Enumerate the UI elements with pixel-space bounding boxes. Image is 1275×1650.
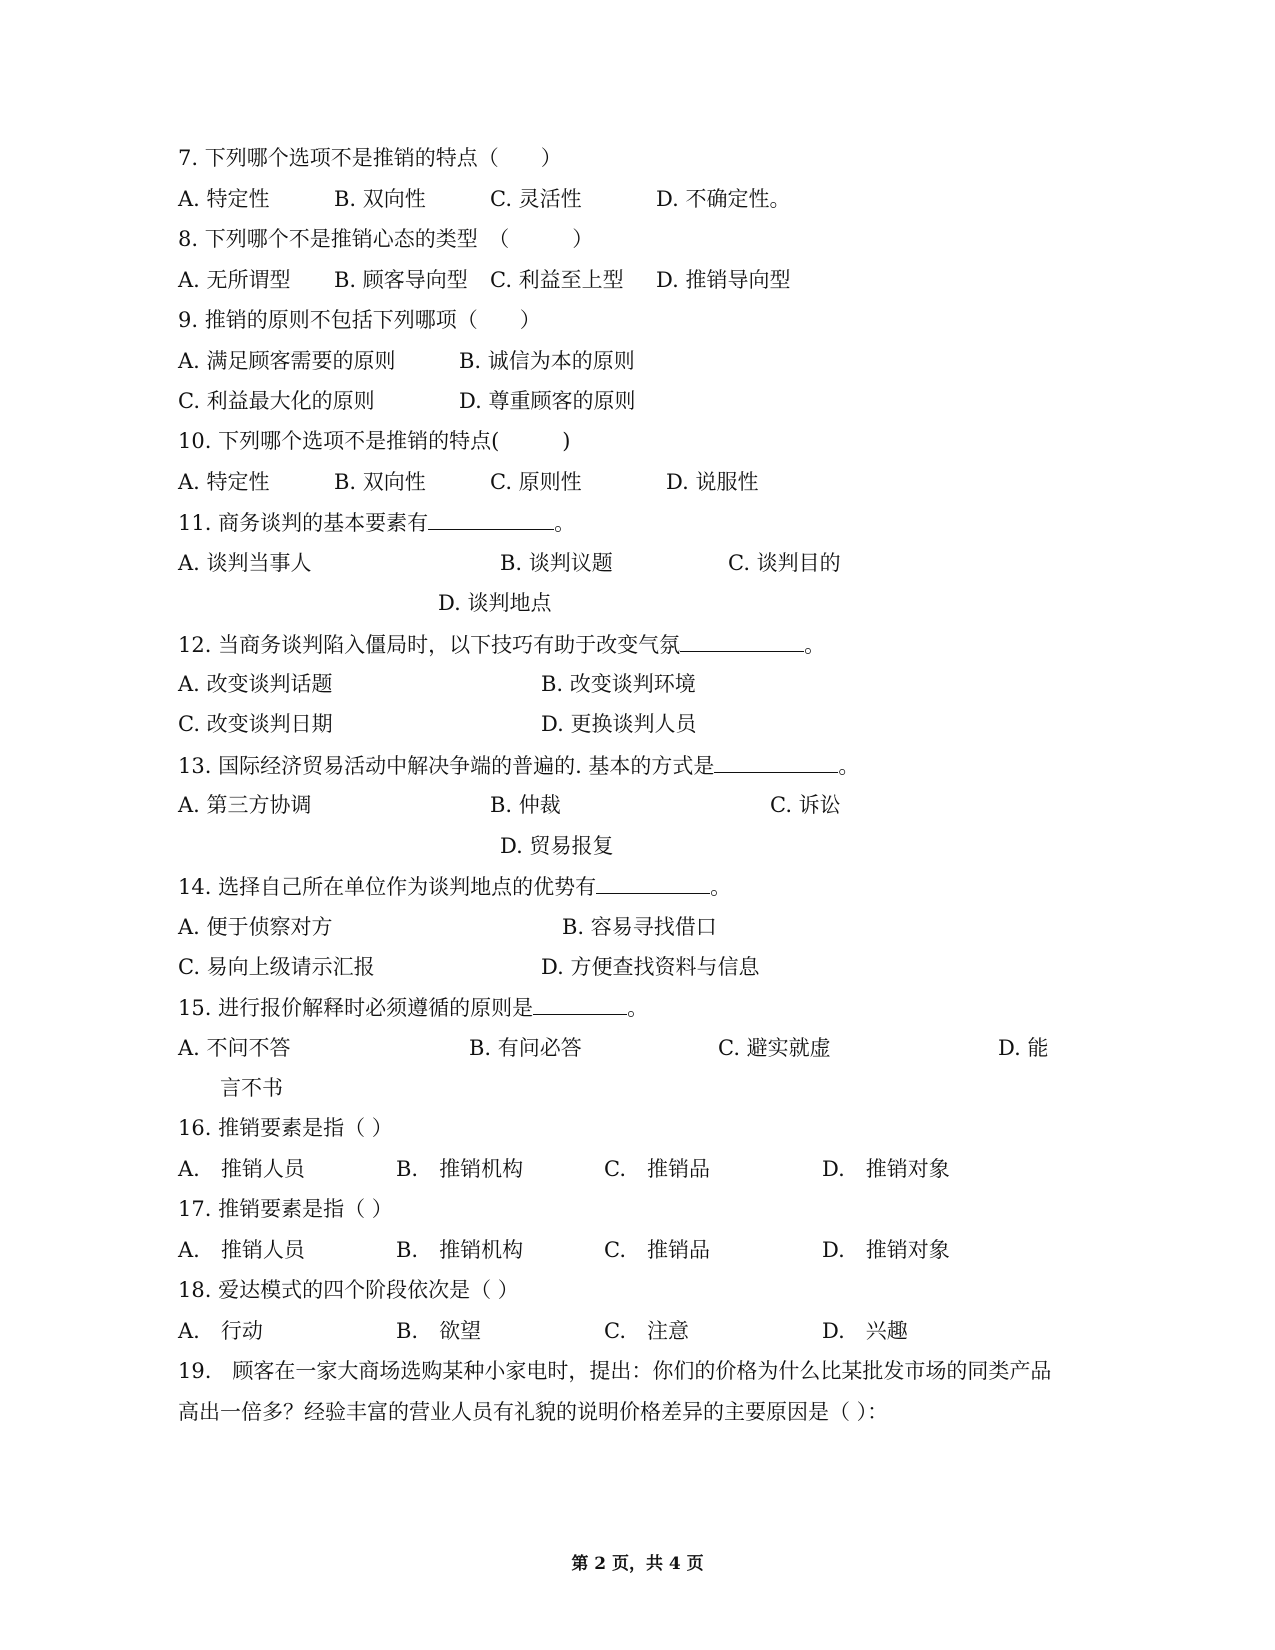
option-9b: B. 诚信为本的原则 bbox=[459, 349, 635, 373]
option-16a: A. 推销人员 bbox=[178, 1157, 305, 1181]
option-17b: B. 推销机构 bbox=[396, 1238, 524, 1262]
option-14b: B. 容易寻找借口 bbox=[562, 915, 717, 939]
question-9: 9. 推销的原则不包括下列哪项（ ） bbox=[178, 308, 541, 332]
question-11: 11. 商务谈判的基本要素有 。 bbox=[178, 511, 576, 535]
question-16: 16. 推销要素是指（ ） bbox=[178, 1116, 393, 1140]
question-17: 17. 推销要素是指（ ） bbox=[178, 1197, 393, 1221]
option-14c: C. 易向上级请示汇报 bbox=[178, 955, 375, 979]
option-16d: D. 推销对象 bbox=[822, 1157, 950, 1181]
option-11a: A. 谈判当事人 bbox=[178, 551, 312, 575]
option-9a: A. 满足顾客需要的原则 bbox=[178, 349, 396, 373]
answer-blank bbox=[714, 752, 838, 773]
option-8c: C. 利益至上型 bbox=[490, 268, 624, 292]
option-15d: D. 能 bbox=[998, 1036, 1049, 1060]
option-12a: A. 改变谈判话题 bbox=[178, 672, 333, 696]
option-13b: B. 仲裁 bbox=[490, 793, 561, 817]
option-13d: D. 贸易报复 bbox=[500, 834, 614, 858]
question-8: 8. 下列哪个不是推销心态的类型 （ ） bbox=[178, 227, 594, 251]
question-19-continued: 高出一倍多？经验丰富的营业人员有礼貌的说明价格差异的主要原因是（ ）： bbox=[178, 1400, 889, 1424]
option-9d: D. 尊重顾客的原则 bbox=[459, 389, 636, 413]
option-14a: A. 便于侦察对方 bbox=[178, 915, 333, 939]
option-11d: D. 谈判地点 bbox=[438, 591, 552, 615]
option-10c: C. 原则性 bbox=[490, 470, 582, 494]
option-18b: B. 欲望 bbox=[396, 1319, 482, 1343]
option-10d: D. 说服性 bbox=[666, 470, 759, 494]
option-16b: B. 推销机构 bbox=[396, 1157, 524, 1181]
option-12d: D. 更换谈判人员 bbox=[541, 712, 697, 736]
option-15a: A. 不问不答 bbox=[178, 1036, 291, 1060]
option-12c: C. 改变谈判日期 bbox=[178, 712, 333, 736]
question-14: 14. 选择自己所在单位作为谈判地点的优势有 。 bbox=[178, 875, 732, 899]
question-10: 10. 下列哪个选项不是推销的特点( ) bbox=[178, 429, 571, 453]
option-15d-continued: 言不书 bbox=[220, 1076, 283, 1100]
option-15c: C. 避实就虚 bbox=[718, 1036, 831, 1060]
question-15: 15. 进行报价解释时必须遵循的原则是 。 bbox=[178, 996, 649, 1020]
option-16c: C. 推销品 bbox=[604, 1157, 710, 1181]
option-17a: A. 推销人员 bbox=[178, 1238, 305, 1262]
option-13a: A. 第三方协调 bbox=[178, 793, 312, 817]
answer-blank bbox=[533, 994, 627, 1015]
option-10a: A. 特定性 bbox=[178, 470, 270, 494]
option-14d: D. 方便查找资料与信息 bbox=[541, 955, 760, 979]
question-19: 19. 顾客在一家大商场选购某种小家电时，提出：你们的价格为什么比某批发市场的同类产品 bbox=[178, 1359, 1052, 1383]
option-9c: C. 利益最大化的原则 bbox=[178, 389, 375, 413]
answer-blank bbox=[596, 873, 710, 894]
option-18c: C. 注意 bbox=[604, 1319, 689, 1343]
page-number-footer: 第 2 页，共 4 页 bbox=[571, 1554, 704, 1574]
answer-blank bbox=[680, 631, 804, 652]
question-13: 13. 国际经济贸易活动中解决争端的普遍的. 基本的方式是 。 bbox=[178, 754, 860, 778]
question-18: 18. 爱达模式的四个阶段依次是（ ） bbox=[178, 1278, 519, 1302]
option-7a: A. 特定性 bbox=[178, 187, 270, 211]
option-11b: B. 谈判议题 bbox=[500, 551, 613, 575]
option-15b: B. 有问必答 bbox=[469, 1036, 582, 1060]
option-8a: A. 无所谓型 bbox=[178, 268, 291, 292]
option-18a: A. 行动 bbox=[178, 1319, 263, 1343]
question-12: 12. 当商务谈判陷入僵局时，以下技巧有助于改变气氛 。 bbox=[178, 633, 826, 657]
option-12b: B. 改变谈判环境 bbox=[541, 672, 696, 696]
option-10b: B. 双向性 bbox=[334, 470, 426, 494]
option-8b: B. 顾客导向型 bbox=[334, 268, 468, 292]
option-18d: D. 兴趣 bbox=[822, 1319, 908, 1343]
answer-blank bbox=[428, 509, 554, 530]
option-17c: C. 推销品 bbox=[604, 1238, 710, 1262]
option-7d: D. 不确定性。 bbox=[656, 187, 791, 211]
option-11c: C. 谈判目的 bbox=[728, 551, 841, 575]
option-7c: C. 灵活性 bbox=[490, 187, 582, 211]
option-17d: D. 推销对象 bbox=[822, 1238, 950, 1262]
option-8d: D. 推销导向型 bbox=[656, 268, 791, 292]
question-7: 7. 下列哪个选项不是推销的特点（ ） bbox=[178, 146, 562, 170]
option-7b: B. 双向性 bbox=[334, 187, 426, 211]
option-13c: C. 诉讼 bbox=[770, 793, 841, 817]
